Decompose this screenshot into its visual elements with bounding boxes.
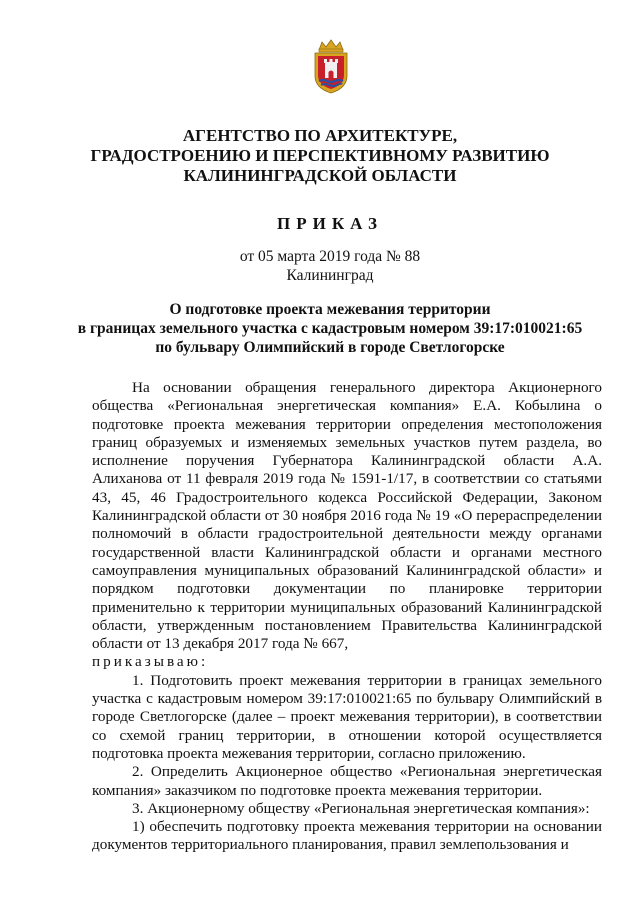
order-subject (0, 300, 640, 357)
agency-line-1: АГЕНТСТВО ПО АРХИТЕКТУРЕ, (182, 126, 458, 145)
subject-line-1: О подготовке проекта межевания территории (169, 301, 491, 318)
order-details (0, 247, 640, 285)
preamble-paragraph: На основании обращения генерального директора Акционерного общества «Региональная энергетическая компания» Е.А. Кобылина о подготовке проекта межевания территории определения местоположения границ образуемых и изменяемых земельных участков путем раздела, во исполнение поручения Губернатора Калининградской области А.А. Алиханова от 11 февраля 2019 года № 1591-1/17, в соответствии со статьями 43, 45, 46 Градостроительного кодекса Российской Федерации, Законом Калининградской области от 30 ноября 2016 года № 19 «О перераспределении полномочий в области градостроительной деятельности между органами государственной власти Калининградской области и органами местного самоуправления муниципальных образований Калининградской области» и порядком подготовки документации по планировке территории применительно к территории муниципальных образований Калининградской области, утвержденным постановлением Правительства Калининградской области от 13 декабря 2017 года № 667, (92, 379, 602, 653)
subject-line-3: по бульвару Олимпийский в городе Светлогорске (155, 339, 505, 356)
coat-of-arms-icon (310, 38, 352, 94)
agency-line-3: КАЛИНИНГРАДСКОЙ ОБЛАСТИ (183, 166, 457, 185)
agency-name (0, 126, 640, 186)
item-1-paragraph: 1. Подготовить проект межевания территории в границах земельного участка с кадастровым номером 39:17:010021:65 по бульвару Олимпийский в городе Светлогорске (далее – проект межевания территории), в соответствии со схемой границ территории, в отношении которой осуществляется подготовка проекта межевания территории, согласно приложению. (92, 671, 602, 762)
order-title: ПРИКАЗ (277, 214, 383, 233)
order-date-number: от 05 марта 2019 года № 88 (239, 248, 421, 265)
order-city: Калининград (286, 267, 374, 284)
subject-line-2: в границах земельного участка с кадастровым номером 39:17:010021:65 (77, 320, 583, 337)
item-3-paragraph: 3. Акционерному обществу «Региональная энергетическая компания»: (132, 799, 590, 817)
item-2-paragraph: 2. Определить Акционерное общество «Региональная энергетическая компания» заказчиком по подготовке проекта межевания территории. (92, 763, 602, 799)
item-3-1-paragraph: 1) обеспечить подготовку проекта межевания территории на основании документов территориального планирования, правил землепользования и (92, 818, 602, 854)
order-verb: приказываю: (92, 653, 209, 671)
agency-line-2: ГРАДОСТРОЕНИЮ И ПЕРСПЕКТИВНОМУ РАЗВИТИЮ (90, 146, 550, 165)
order-body (92, 379, 602, 855)
